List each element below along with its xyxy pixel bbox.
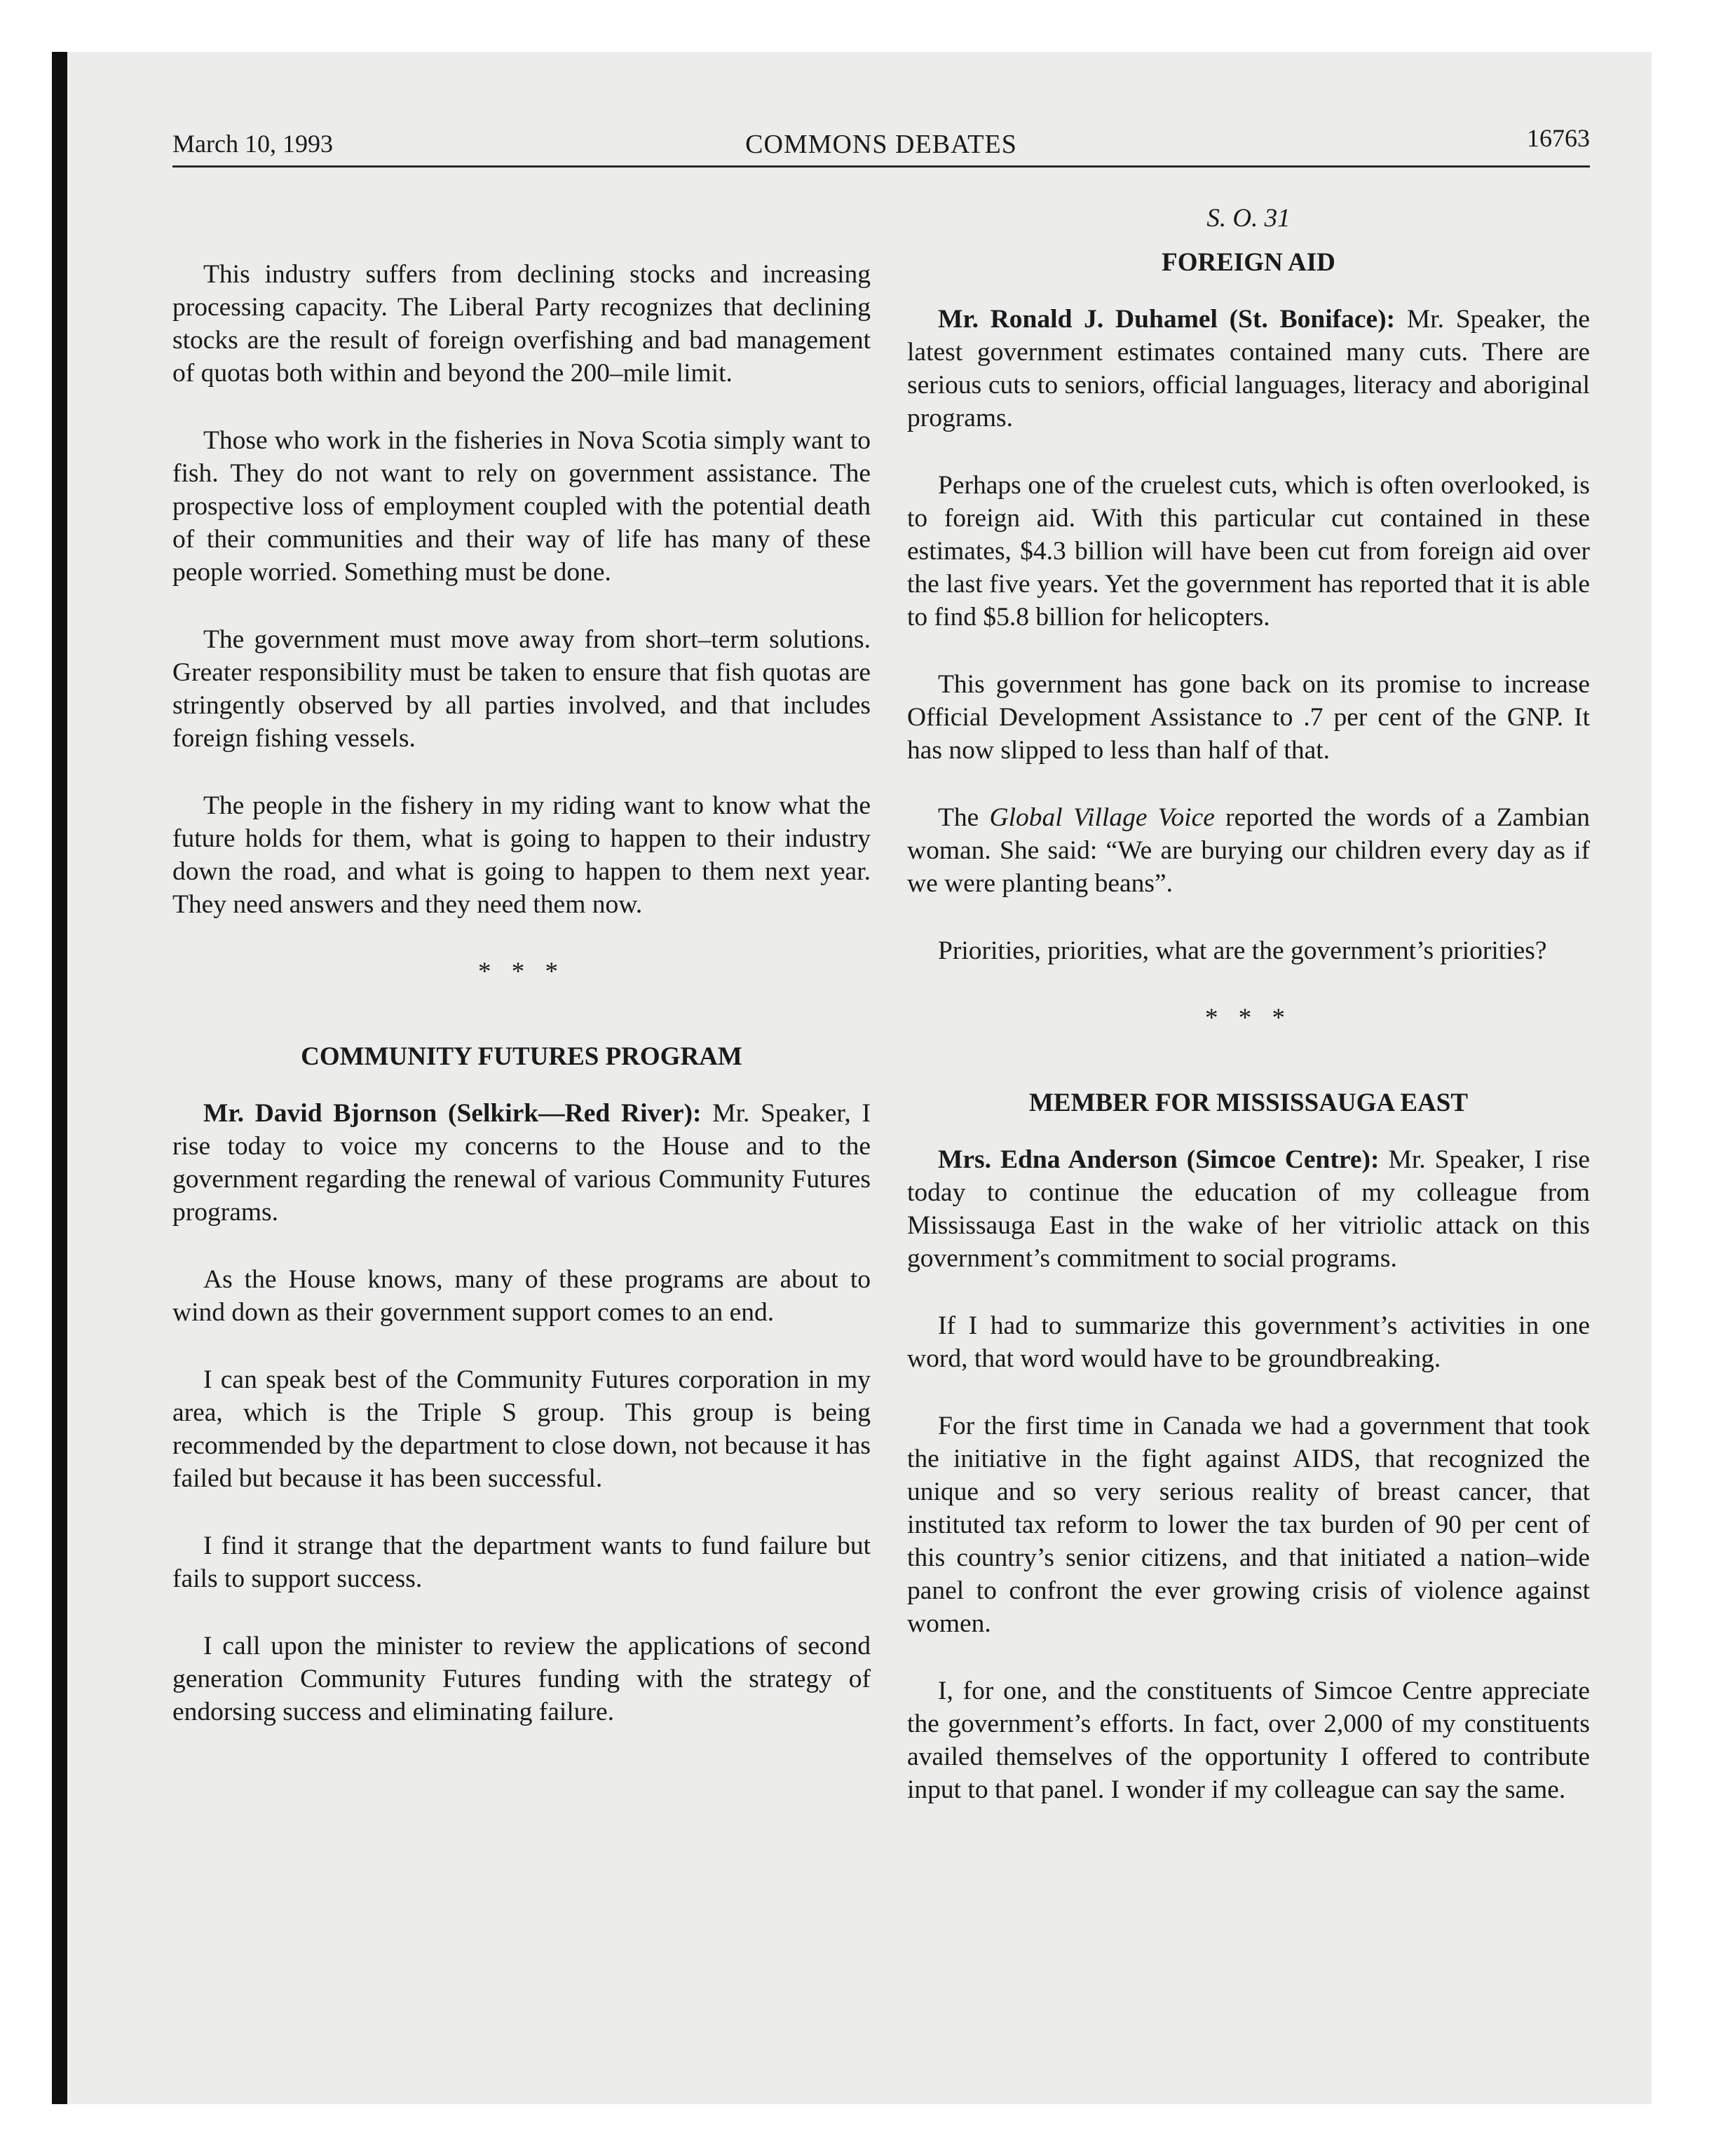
speech-text: The — [938, 803, 990, 832]
section-heading: MEMBER FOR MISSISSAUGA EAST — [1028, 1089, 1469, 1117]
paragraph: If I had to summarize this government’s activities in one word, that word would have to be groundbreaking. — [907, 1311, 1590, 1373]
speech-text: Mr. Speaker, the latest government estimates contained many cuts. There are serious cuts to seniors, official languages, literacy and aboriginal programs. — [907, 305, 1590, 432]
header-title: COMMONS DEBATES — [745, 130, 1017, 159]
left-column — [172, 193, 871, 1763]
section-separator: * * * — [478, 957, 565, 986]
paragraph: The government must move away from short–term solutions. Greater responsibility must be taken to ensure that fish quotas are stringently observed by all parties involved, and that includes foreign fishing vessels. — [172, 625, 871, 753]
speaker-name: Mrs. Edna Anderson (Simcoe Centre): — [938, 1145, 1380, 1174]
paragraph: I, for one, and the constituents of Simcoe Centre appreciate the government’s efforts. In fact, over 2,000 of my constituents availed themselves of the opportunity I offered to contribute input to that panel. I wonder if my colleague can say the same. — [907, 1677, 1590, 1804]
paragraph: The people in the fishery in my riding want to know what the future holds for them, what is going to happen to their industry down the road, and what is going to happen to them next year. They need answers and they need them now. — [172, 791, 871, 919]
section-heading: COMMUNITY FUTURES PROGRAM — [301, 1042, 742, 1071]
speech-text: reported the words of a Zambian woman. She said: “We are burying our children every day as if we were planting beans”. — [907, 803, 1590, 898]
paragraph: I find it strange that the department wants to fund failure but fails to support success. — [172, 1531, 871, 1593]
header-page-number: 16763 — [1527, 124, 1590, 152]
paragraph: For the first time in Canada we had a government that took the initiative in the fight against AIDS, that recognized the unique and so very serious reality of breast cancer, that instituted tax reform to lower the tax burden of 90 per cent of this country’s senior citizens, and that initiated a nation–wide panel to confront the ever growing crisis of violence against women. — [907, 1412, 1590, 1638]
speaker-name: Mr. Ronald J. Duhamel (St. Boniface): — [938, 305, 1396, 334]
paragraph: Those who work in the fisheries in Nova Scotia simply want to fish. They do not want to rely on government assistance. The prospective loss of employment coupled with the potential death of their communities and their way of life has many of these people worried. Something must be done. — [172, 426, 871, 587]
standing-order: S. O. 31 — [1206, 204, 1291, 233]
paragraph: This industry suffers from declining stocks and increasing processing capacity. The Liberal Party recognizes that declining stocks are the result of foreign overfishing and bad management of quotas both within and beyond the 200–mile limit. — [172, 260, 871, 388]
section-heading: FOREIGN AID — [1162, 248, 1335, 277]
header-date: March 10, 1993 — [172, 130, 333, 158]
paragraph — [907, 303, 1590, 435]
paragraph — [907, 801, 1590, 900]
section-separator: * * * — [1205, 1004, 1292, 1032]
speech-text: Mr. Speaker, I rise today to voice my concerns to the House and to the government regarding the renewal of various Community Futures programs. — [172, 1099, 871, 1227]
paragraph: This government has gone back on its promise to increase Official Development Assistance to .7 per cent of the GNP. It has now slipped to less than half of that. — [907, 670, 1590, 765]
speaker-name: Mr. David Bjornson (Selkirk—Red River): — [203, 1099, 702, 1128]
paragraph: I can speak best of the Community Futures corporation in my area, which is the Triple S group. This group is being recommended by the department to close down, not because it has failed but because it has been successful. — [172, 1365, 871, 1493]
page-header — [172, 123, 1590, 168]
speech-text: Mr. Speaker, I rise today to continue the education of my colleague from Mississauga East in the wake of her vitriolic attack on this government’s commitment to social programs. — [907, 1145, 1590, 1273]
paragraph: As the House knows, many of these programs are about to wind down as their government support comes to an end. — [172, 1265, 871, 1327]
paragraph: Priorities, priorities, what are the government’s priorities? — [938, 936, 1547, 965]
publication-title: Global Village Voice — [989, 803, 1215, 832]
paragraph: I call upon the minister to review the applications of second generation Community Futures funding with the strategy of endorsing success and eliminating failure. — [172, 1632, 871, 1726]
right-column — [907, 193, 1590, 1841]
paragraph — [172, 1097, 871, 1229]
paragraph — [907, 1143, 1590, 1275]
paragraph: Perhaps one of the cruelest cuts, which is often overlooked, is to foreign aid. With this particular cut contained in these estimates, $4.3 billion will have been cut from foreign aid over the last five years. Yet the government has reported that it is able to find $5.8 billion for helicopters. — [907, 471, 1590, 632]
scan-edge-bar — [52, 52, 67, 2104]
